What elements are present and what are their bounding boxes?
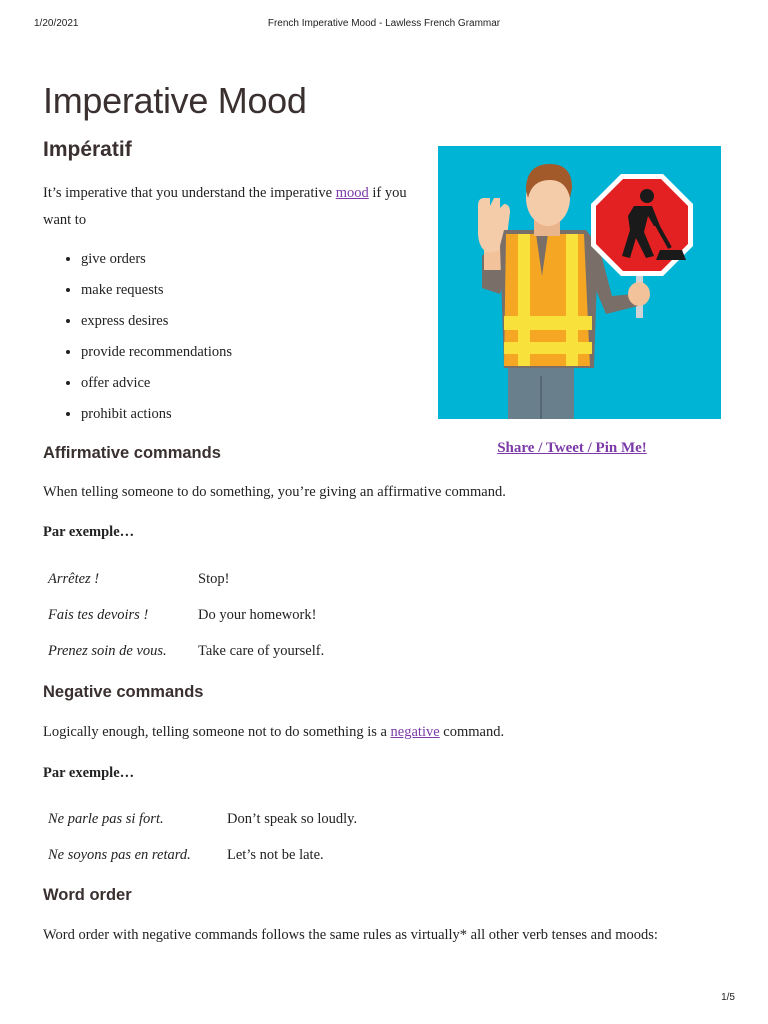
english-translation: Take care of yourself.	[198, 642, 325, 659]
share-links	[438, 440, 706, 457]
table-row	[43, 837, 357, 873]
worker-with-stop-sign-image	[438, 146, 721, 419]
list-item: • express desires	[81, 308, 232, 339]
uses-list	[43, 246, 232, 432]
list-item: • make requests	[81, 277, 232, 308]
negative-examples-table	[43, 801, 357, 873]
page-subtitle: Impératif	[43, 138, 132, 161]
list-item: • provide recommendations	[81, 339, 232, 370]
print-header	[0, 18, 768, 32]
french-example: Ne soyons pas en retard.	[48, 846, 191, 863]
negative-text-before: Logically enough, telling someone not to do something is a	[43, 724, 391, 740]
table-row	[43, 561, 324, 597]
negative-link[interactable]: negative	[390, 724, 440, 740]
share-tweet-pin-link[interactable]: Share / Tweet / Pin Me!	[497, 440, 647, 456]
intro-text-before: It’s imperative that you understand the imperative	[43, 185, 336, 201]
english-translation: Don’t speak so loudly.	[227, 810, 358, 827]
french-example: Ne parle pas si fort.	[48, 810, 164, 827]
french-example: Arrêtez !	[48, 570, 100, 587]
english-translation: Stop!	[198, 570, 230, 587]
word-order-heading: Word order	[43, 886, 132, 904]
list-item: • prohibit actions	[81, 401, 232, 432]
list-item: • give orders	[81, 246, 232, 277]
print-date: 1/20/2021	[34, 18, 79, 29]
affirmative-examples-table	[43, 561, 324, 669]
intro-text-after: if you want to	[43, 185, 407, 228]
negative-example-label: Par exemple…	[43, 765, 135, 781]
negative-text-after: command.	[439, 724, 505, 740]
table-row	[43, 801, 357, 837]
intro-paragraph	[43, 180, 423, 234]
list-item: • offer advice	[81, 370, 232, 401]
word-order-paragraph: Word order with negative commands follows the same rules as virtually* all other verb tenses and moods:	[43, 927, 658, 943]
affirmative-example-label: Par exemple…	[43, 524, 135, 540]
french-example: Fais tes devoirs !	[48, 606, 149, 623]
negative-paragraph	[43, 724, 733, 741]
mood-link[interactable]: mood	[335, 185, 369, 201]
print-title: French Imperative Mood - Lawless French Grammar	[267, 18, 501, 29]
affirmative-heading: Affirmative commands	[43, 444, 221, 462]
english-translation: Do your homework!	[198, 606, 317, 623]
french-example: Prenez soin de vous.	[48, 642, 167, 659]
table-row	[43, 633, 324, 669]
page-title: Imperative Mood	[43, 80, 307, 121]
page-number: 1/5	[721, 992, 735, 1003]
english-translation: Let’s not be late.	[227, 846, 324, 863]
traffic-worker-illustration	[438, 146, 721, 419]
affirmative-paragraph: When telling someone to do something, you’re giving an affirmative command.	[43, 484, 506, 500]
negative-heading: Negative commands	[43, 683, 204, 701]
table-row	[43, 597, 324, 633]
